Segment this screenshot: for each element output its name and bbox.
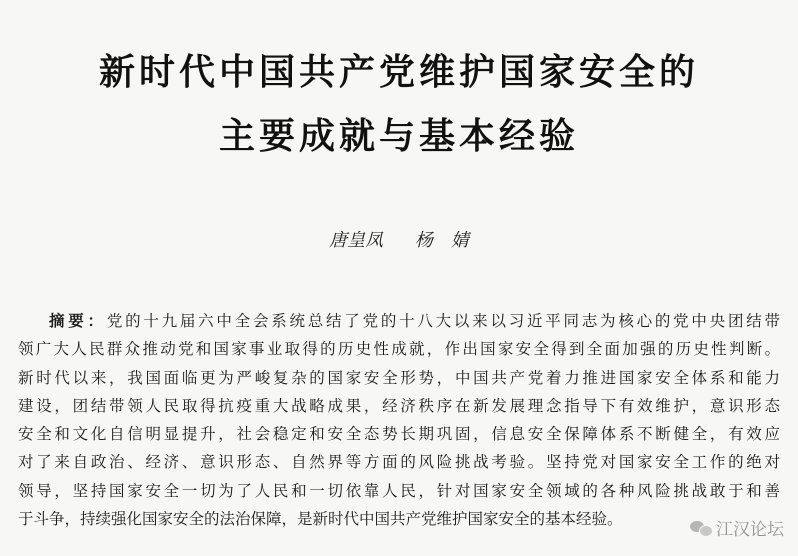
abstract-line-text: 党的十九届六中全会系统总结了党的十八大以来以习近平同志为核心的党中央团结带: [106, 312, 780, 330]
abstract-line: 安全和文化自信明显提升，社会稳定和安全态势长期巩固，信息安全保障体系不断健全，有效应: [18, 425, 780, 444]
wechat-icon: [690, 519, 712, 537]
abstract-line: 建设，团结带领人民取得抗疫重大战略成果，经济秩序在新发展理念指导下有效维护，意识形态: [18, 396, 780, 415]
abstract-line: 对了来自政治、经济、意识形态、自然界等方面的风险挑战考验。坚持党对国家安全工作的绝对: [18, 453, 780, 472]
abstract-line: 领广大人民群众推动党和国家事业取得的历史性成就，作出国家安全得到全面加强的历史性判断。: [18, 340, 780, 359]
title-line-2: 主要成就与基本经验: [218, 116, 579, 157]
abstract-line: 新时代以来，我国面临更为严峻复杂的国家安全形势，中国共产党着力推进国家安全体系和能力: [18, 368, 780, 387]
title-line-1: 新时代中国共产党维护国家安全的: [98, 52, 699, 93]
watermark: [690, 515, 784, 540]
abstract-line: 领导，坚持国家安全一切为了人民和一切依靠人民，针对国家安全领域的各种风险挑战敢于和善: [18, 481, 780, 500]
abstract-line: 于斗争，持续强化国家安全的法治保障，是新时代中国共产党维护国家安全的基本经验。: [18, 510, 623, 529]
watermark-text: 江汉论坛: [716, 520, 784, 540]
abstract: [18, 307, 780, 533]
author-1: 唐皇凤: [329, 230, 384, 251]
author-2: 杨 婧: [414, 230, 469, 251]
authors: [0, 226, 798, 252]
abstract-label: 摘要：: [49, 312, 107, 330]
abstract-line: [18, 307, 780, 335]
